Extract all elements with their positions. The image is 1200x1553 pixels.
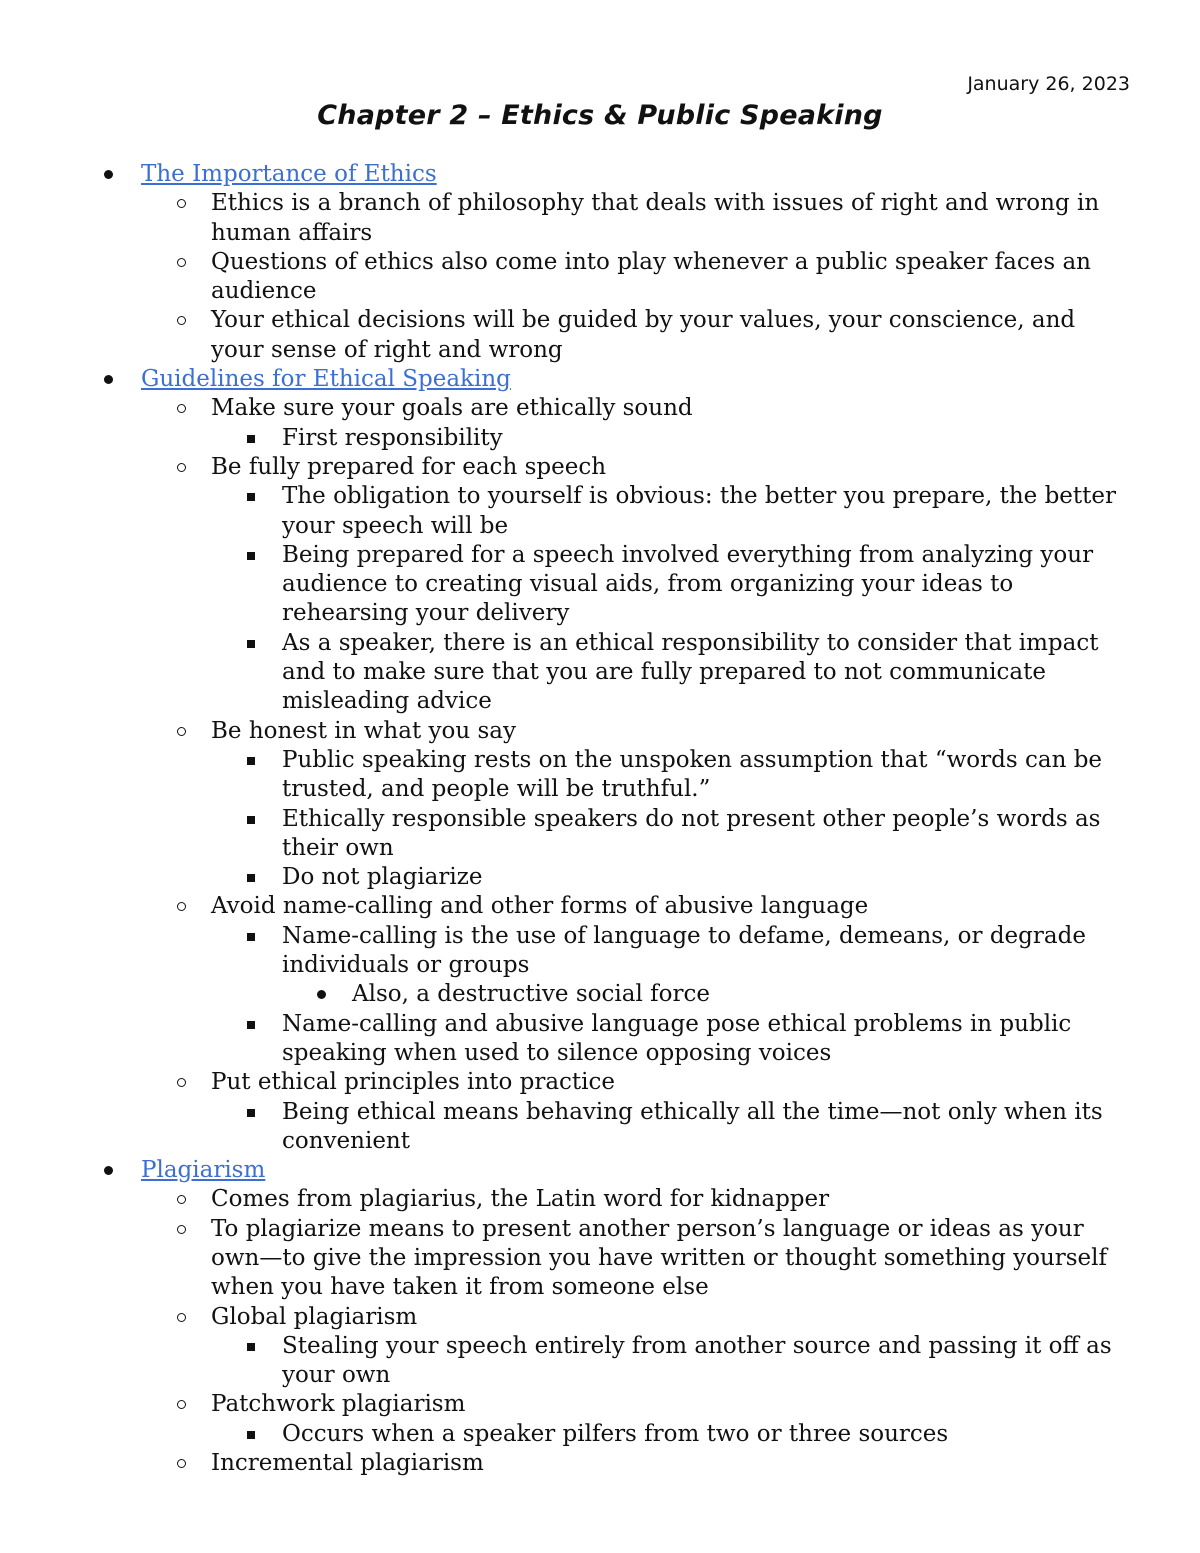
item-text: Make sure your goals are ethically sound <box>211 395 693 422</box>
circle-bullet-icon <box>177 1459 186 1468</box>
item-text: Being ethical means behaving ethically all the time—not only when its convenient <box>282 1098 1103 1154</box>
outline-level-3 <box>0 746 1200 892</box>
circle-bullet-icon <box>177 258 186 267</box>
item-text: Also, a destructive social force <box>352 981 710 1008</box>
outline-level-3 <box>0 1332 1200 1391</box>
square-bullet-icon <box>247 1021 255 1029</box>
list-item <box>0 980 1200 1009</box>
circle-bullet-icon <box>177 316 186 325</box>
document-title: Chapter 2 – Ethics & Public Speaking <box>317 100 883 131</box>
list-item <box>0 1332 1200 1391</box>
disc-bullet-icon <box>104 375 113 384</box>
list-item <box>0 248 1200 307</box>
outline-level-2 <box>0 394 1200 1156</box>
circle-bullet-icon <box>177 1313 186 1322</box>
list-item <box>0 424 1200 453</box>
section-heading <box>141 365 1200 394</box>
circle-bullet-icon <box>177 1225 186 1234</box>
item-text: Ethics is a branch of philosophy that deals with issues of right and wrong in human affairs <box>211 190 1100 246</box>
square-bullet-icon <box>247 1109 255 1117</box>
item-text: Your ethical decisions will be guided by your values, your conscience, and your sense of right and wrong <box>211 307 1076 363</box>
outline-level-3 <box>0 1420 1200 1449</box>
list-item <box>0 1303 1200 1391</box>
circle-bullet-icon <box>177 404 186 413</box>
list-item <box>0 1098 1200 1157</box>
section-link[interactable]: The Importance of Ethics <box>141 161 437 187</box>
outline-level-3 <box>0 424 1200 453</box>
circle-bullet-icon <box>177 199 186 208</box>
disc-bullet-icon <box>104 1166 113 1175</box>
circle-bullet-icon <box>177 1195 186 1204</box>
item-text: Name-calling is the use of language to defame, demeans, or degrade individuals or groups <box>282 922 1086 979</box>
outline-level-2 <box>0 189 1200 365</box>
section-item <box>0 1156 1200 1478</box>
list-item <box>0 189 1200 248</box>
item-text: Be honest in what you say <box>211 717 516 744</box>
list-item <box>0 541 1200 629</box>
item-text: Avoid name-calling and other forms of abusive language <box>211 893 869 920</box>
item-text: Questions of ethics also come into play whenever a public speaker faces an audience <box>211 248 1091 305</box>
list-item <box>0 306 1200 365</box>
list-item <box>0 453 1200 717</box>
outline-level-1 <box>0 160 1200 1478</box>
square-bullet-icon <box>247 1431 255 1439</box>
outline-level-3 <box>0 482 1200 716</box>
item-text: First responsibility <box>282 424 503 451</box>
square-bullet-icon <box>247 874 255 882</box>
square-bullet-icon <box>247 552 255 560</box>
section-heading <box>141 160 1200 189</box>
item-text: Ethically responsible speakers do not present other people’s words as their own <box>282 805 1101 861</box>
list-item <box>0 1010 1200 1069</box>
circle-bullet-icon <box>177 902 186 911</box>
list-item <box>0 922 1200 1010</box>
list-item <box>0 746 1200 805</box>
disc-bullet-icon <box>104 170 113 179</box>
item-text: Incremental plagiarism <box>211 1450 484 1477</box>
list-item <box>0 717 1200 893</box>
circle-bullet-icon <box>177 727 186 736</box>
square-bullet-icon <box>247 933 255 941</box>
list-item <box>0 1420 1200 1449</box>
list-item <box>0 394 1200 453</box>
square-bullet-icon <box>247 640 255 648</box>
circle-bullet-icon <box>177 1078 186 1087</box>
outline-level-3 <box>0 922 1200 1068</box>
item-text: As a speaker, there is an ethical responsibility to consider that impact and to make sure that you are fully prepared to not communicate misleading advice <box>282 629 1099 715</box>
list-item <box>0 1185 1200 1214</box>
outline-level-3 <box>0 1098 1200 1157</box>
list-item <box>0 805 1200 864</box>
section-link[interactable]: Plagiarism <box>141 1157 266 1184</box>
outline-level-4 <box>0 980 1200 1009</box>
list-item <box>0 1068 1200 1156</box>
circle-bullet-icon <box>177 1400 186 1409</box>
list-item <box>0 629 1200 717</box>
list-item <box>0 863 1200 892</box>
item-text: Put ethical principles into practice <box>211 1069 616 1096</box>
section-item <box>0 160 1200 365</box>
square-bullet-icon <box>247 757 255 765</box>
item-text: The obligation to yourself is obvious: the better you prepare, the better your speech will be <box>282 483 1116 539</box>
outline-list <box>0 160 1200 1478</box>
section-heading <box>141 1156 1200 1185</box>
outline-level-2 <box>0 1185 1200 1478</box>
list-item <box>0 1215 1200 1303</box>
section-link[interactable]: Guidelines for Ethical Speaking <box>141 366 511 393</box>
item-text: Public speaking rests on the unspoken assumption that “words can be trusted, and people will be truthful.” <box>282 746 1103 803</box>
item-text: To plagiarize means to present another person’s language or ideas as your own—to give the impression you have written or thought something yourself when you have taken it from someone else <box>211 1215 1108 1301</box>
item-text: Global plagiarism <box>211 1303 418 1330</box>
list-item <box>0 1390 1200 1449</box>
item-text: Do not plagiarize <box>282 864 483 891</box>
document-date: January 26, 2023 <box>967 73 1130 95</box>
item-text: Being prepared for a speech involved everything from analyzing your audience to creating visual aids, from organizing your ideas to rehearsing your delivery <box>282 541 1094 627</box>
item-text: Name-calling and abusive language pose ethical problems in public speaking when used to silence opposing voices <box>282 1010 1072 1066</box>
item-text: Stealing your speech entirely from another source and passing it off as your own <box>282 1332 1112 1389</box>
circle-bullet-icon <box>177 463 186 472</box>
item-text: Occurs when a speaker pilfers from two or three sources <box>282 1420 949 1447</box>
square-bullet-icon <box>247 435 255 443</box>
item-text: Be fully prepared for each speech <box>211 453 607 480</box>
list-item <box>0 892 1200 1068</box>
item-text: Comes from plagiarius, the Latin word for kidnapper <box>211 1186 830 1213</box>
list-item <box>0 1449 1200 1478</box>
disc-bullet-icon <box>317 990 326 999</box>
section-item <box>0 365 1200 1156</box>
square-bullet-icon <box>247 816 255 824</box>
square-bullet-icon <box>247 493 255 501</box>
square-bullet-icon <box>247 1343 255 1351</box>
list-item <box>0 482 1200 541</box>
item-text: Patchwork plagiarism <box>211 1391 466 1418</box>
